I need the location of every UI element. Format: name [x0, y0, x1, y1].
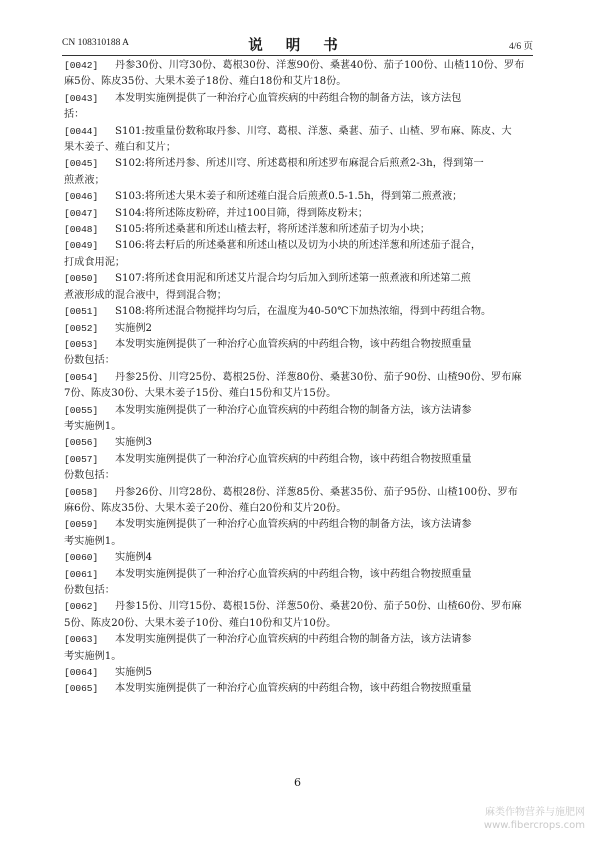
paragraph-text: S103:将所述大果木姜子和所述薤白混合后煎煮0.5-1.5h，得到第二煎煮液； [115, 191, 463, 203]
paragraph-number: [0048] [64, 224, 99, 236]
paragraph [64, 517, 532, 550]
paragraph [64, 370, 532, 403]
paragraph-text-continued: 考实施例1。 [64, 650, 122, 662]
paragraph-text-continued: 份数包括： [64, 470, 115, 482]
paragraph-text: 本发明实施例提供了一种治疗心血管疾病的中药组合物的制备方法，该方法请参 [115, 634, 472, 646]
paragraph [64, 58, 532, 91]
paragraph-number: [0046] [64, 191, 99, 203]
paragraph-text: 本发明实施例提供了一种治疗心血管疾病的中药组合物的制备方法，该方法包 [115, 92, 462, 104]
paragraph-number: [0045] [64, 158, 99, 170]
paragraph-number: [0057] [64, 453, 99, 465]
paragraph [64, 124, 532, 157]
paragraph-number: [0055] [64, 404, 99, 416]
paragraph-text-continued: 5份、陈皮20份、大果木姜子10份、薤白10份和艾片10份。 [64, 617, 337, 629]
paragraph [64, 632, 532, 665]
paragraph [64, 304, 532, 320]
paragraph-text-continued: 7份、陈皮30份、大果木姜子15份、薤白15份和艾片15份。 [64, 388, 337, 400]
paragraph-text: S102:将所述丹参、所述川穹、所述葛根和所述罗布麻混合后煎煮2-3h，得到第一 [115, 158, 484, 170]
paragraph-text: S105:将所述桑葚和所述山楂去籽，将所述洋葱和所述茄子切为小块； [115, 224, 431, 236]
paragraph-text: 本发明实施例提供了一种治疗心血管疾病的中药组合物的制备方法，该方法请参 [115, 404, 472, 416]
paragraph [64, 321, 532, 337]
paragraph-text: 本发明实施例提供了一种治疗心血管疾病的中药组合物的制备方法，该方法请参 [115, 519, 472, 531]
paragraph [64, 567, 532, 600]
paragraph [64, 452, 532, 485]
watermark [484, 806, 585, 832]
watermark-title: 麻类作物营养与施肥网 [485, 807, 585, 818]
paragraph-number: [0056] [64, 437, 99, 449]
paragraph-number: [0054] [64, 371, 99, 383]
paragraph [64, 206, 532, 222]
paragraph [64, 550, 532, 566]
paragraph-text: S101:按重量份数称取丹参、川穹、葛根、洋葱、桑葚、茄子、山楂、罗布麻、陈皮、大 [115, 125, 512, 137]
paragraph-text: S106:将去籽后的所述桑葚和所述山楂以及切为小块的所述洋葱和所述茄子混合， [115, 240, 482, 252]
paragraph-number: [0060] [64, 552, 99, 564]
paragraph-number: [0052] [64, 322, 99, 334]
paragraph-text-continued: 考实施例1。 [64, 535, 122, 547]
paragraph-text-continued: 打成食用泥； [64, 256, 126, 268]
paragraph-text: 实施例5 [115, 667, 153, 679]
paragraph-text-continued: 括： [64, 109, 85, 121]
paragraph-text: S108:将所述混合物搅拌均匀后，在温度为40-50℃下加热浓缩，得到中药组合物。 [115, 306, 492, 318]
paragraph-number: [0063] [64, 634, 99, 646]
paragraph-number: [0058] [64, 486, 99, 498]
paragraph-text: S104:将所述陈皮粉碎，并过100目筛，得到陈皮粉末； [115, 207, 369, 219]
paragraph-text: 实施例3 [115, 437, 153, 449]
paragraph [64, 403, 532, 436]
paragraph-text-continued: 煮液形成的混合液中，得到混合物； [64, 289, 227, 301]
page-indicator: 4/6 页 [508, 42, 533, 52]
paragraph [64, 91, 532, 124]
paragraph-text: 实施例4 [115, 552, 153, 564]
paragraph [64, 435, 532, 451]
patent-number: CN 108310188 A [62, 38, 130, 48]
paragraph [64, 337, 532, 370]
paragraph-number: [0064] [64, 667, 99, 679]
page-number: 6 [294, 776, 301, 789]
paragraph-text: 丹参25份、川穹25份、葛根25份、洋葱80份、桑葚30份、茄子90份、山楂90份、罗布麻 [115, 371, 522, 383]
paragraph-text: 丹参30份、川穹30份、葛根30份、洋葱90份、桑葚40份、茄子100份、山楂110份、罗布 [115, 60, 525, 71]
paragraph [64, 222, 532, 238]
paragraph-text: 本发明实施例提供了一种治疗心血管疾病的中药组合物，该中药组合物按照重量 [115, 568, 472, 580]
paragraph-number: [0061] [64, 568, 99, 580]
paragraph-text: 本发明实施例提供了一种治疗心血管疾病的中药组合物，该中药组合物按照重量 [115, 453, 472, 465]
paragraph-number: [0049] [64, 240, 99, 252]
paragraph-text-continued: 份数包括： [64, 585, 115, 596]
paragraph-text: 本发明实施例提供了一种治疗心血管疾病的中药组合物，该中药组合物按照重量 [115, 683, 472, 695]
paragraph [64, 189, 532, 205]
paragraph-text: 实施例2 [115, 322, 153, 334]
paragraph-number: [0042] [64, 60, 99, 71]
paragraph [64, 599, 532, 632]
paragraph [64, 156, 532, 189]
paragraph-text-continued: 份数包括： [64, 355, 115, 367]
paragraph-text: S107:将所述食用泥和所述艾片混合均匀后加入到所述第一煎煮液和所述第二煎 [115, 273, 471, 285]
paragraph-text-continued: 麻6份、陈皮35份、大果木姜子20份、薤白20份和艾片20份。 [64, 502, 347, 514]
paragraph-number: [0044] [64, 125, 99, 137]
paragraph-text: 本发明实施例提供了一种治疗心血管疾病的中药组合物，该中药组合物按照重量 [115, 338, 472, 350]
paragraph [64, 271, 532, 304]
paragraph-number: [0062] [64, 601, 99, 613]
paragraph-text-continued: 考实施例1。 [64, 420, 122, 432]
paragraph-number: [0059] [64, 519, 99, 531]
paragraph [64, 665, 532, 681]
document-body [64, 58, 532, 698]
paragraph-number: [0053] [64, 338, 99, 350]
paragraph-number: [0043] [64, 92, 99, 104]
paragraph-text-continued: 煎煮液； [64, 174, 105, 186]
header-divider [62, 55, 533, 56]
document-title: 说 明 书 [248, 37, 347, 54]
paragraph-text-continued: 麻5份、陈皮35份、大果木姜子18份、薤白18份和艾片18份。 [64, 76, 347, 88]
paragraph-number: [0051] [64, 306, 99, 318]
paragraph-text-continued: 果木姜子、薤白和艾片； [64, 142, 177, 154]
paragraph-number: [0047] [64, 207, 99, 219]
page-header [62, 36, 533, 52]
paragraph [64, 238, 532, 271]
paragraph-number: [0065] [64, 683, 99, 695]
paragraph-text: 丹参26份、川穹28份、葛根28份、洋葱85份、桑葚35份、茄子95份、山楂100份、罗布 [115, 486, 518, 498]
paragraph [64, 681, 532, 697]
watermark-url: www.fibercrops.com [483, 820, 585, 831]
paragraph-number: [0050] [64, 273, 99, 285]
paragraph-text: 丹参15份、川穹15份、葛根15份、洋葱50份、桑葚20份、茄子50份、山楂60份、罗布麻 [115, 601, 522, 613]
paragraph [64, 485, 532, 518]
